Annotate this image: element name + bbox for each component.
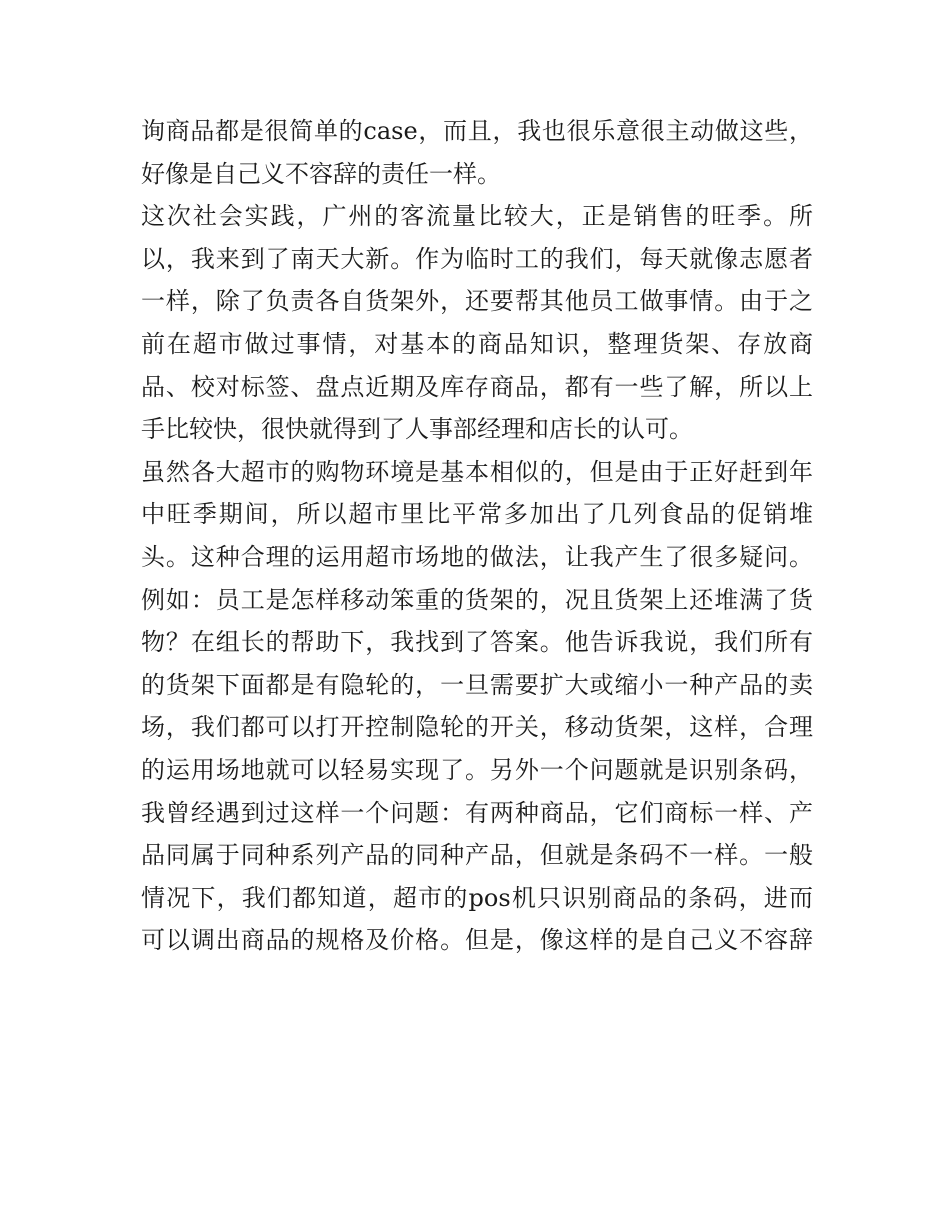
text-line: 头。这种合理的运用超市场地的做法，让我产生了很多疑问。	[141, 542, 813, 571]
text-line: 前在超市做过事情，对基本的商品知识，整理货架、存放商	[141, 329, 813, 358]
text-line: 手比较快，很快就得到了人事部经理和店长的认可。	[141, 415, 693, 444]
text-line: 可以调出商品的规格及价格。但是，像这样的是自己义不容辞	[141, 926, 813, 955]
text-line: 情况下，我们都知道，超市的pos机只识别商品的条码，进而	[141, 883, 813, 912]
text-line: 中旺季期间，所以超市里比平常多加出了几列食品的促销堆	[141, 500, 813, 529]
text-line: 虽然各大超市的购物环境是基本相似的，但是由于正好赶到年	[141, 457, 813, 486]
text-line: 一样，除了负责各自货架外，还要帮其他员工做事情。由于之	[141, 287, 813, 316]
text-line: 以，我来到了南天大新。作为临时工的我们，每天就像志愿者	[141, 244, 813, 273]
text-line: 物？在组长的帮助下，我找到了答案。他告诉我说，我们所有	[141, 628, 813, 657]
text-line: 场，我们都可以打开控制隐轮的开关，移动货架，这样，合理	[141, 713, 813, 742]
text-line: 我曾经遇到过这样一个问题：有两种商品，它们商标一样、产	[141, 798, 813, 827]
text-line: 询商品都是很简单的case，而且，我也很乐意很主动做这些，	[141, 117, 813, 145]
text-line: 的运用场地就可以轻易实现了。另外一个问题就是识别条码，	[141, 755, 813, 784]
text-line: 品同属于同种系列产品的同种产品，但就是条码不一样。一般	[141, 841, 813, 870]
text-line: 的货架下面都是有隐轮的，一旦需要扩大或缩小一种产品的卖	[141, 670, 813, 699]
text-line: 这次社会实践，广州的客流量比较大，正是销售的旺季。所	[141, 202, 813, 231]
text-line: 例如：员工是怎样移动笨重的货架的，况且货架上还堆满了货	[141, 585, 813, 614]
body-text	[141, 110, 813, 962]
text-line: 好像是自己义不容辞的责任一样。	[141, 159, 501, 188]
text-line: 品、校对标签、盘点近期及库存商品，都有一些了解，所以上	[141, 372, 813, 401]
